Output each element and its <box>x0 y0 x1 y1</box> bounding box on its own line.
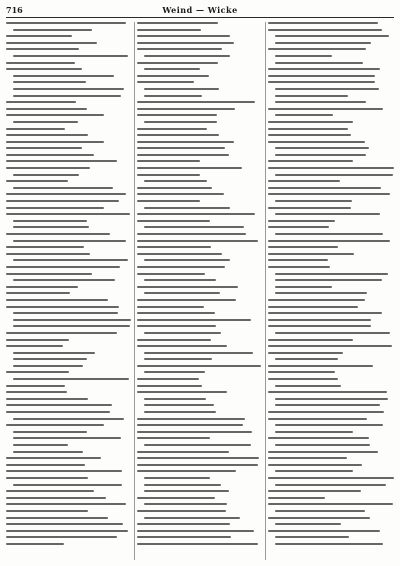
entry-line-placeholder <box>13 431 87 433</box>
entry-line-placeholder <box>137 160 200 162</box>
entry-line-placeholder <box>13 279 115 281</box>
entry-line-placeholder <box>13 29 92 31</box>
entry-line-placeholder <box>13 312 118 314</box>
entry-line-placeholder <box>13 174 79 176</box>
entry-line-placeholder <box>6 457 101 459</box>
entry-line-placeholder <box>6 523 123 525</box>
entry-line-placeholder <box>275 62 363 64</box>
entry-line-placeholder <box>144 226 244 228</box>
entry-line-placeholder <box>268 391 387 393</box>
entry-line-placeholder <box>6 517 108 519</box>
page-number: 716 <box>6 5 23 15</box>
entry-line-placeholder <box>6 391 67 393</box>
entry-line-placeholder <box>144 490 229 492</box>
entry-line-placeholder <box>268 464 362 466</box>
entry-line-placeholder <box>144 371 205 373</box>
entry-line-placeholder <box>144 207 230 209</box>
entry-line-placeholder <box>137 233 246 235</box>
entry-line-placeholder <box>144 332 221 334</box>
entry-line-placeholder <box>137 220 210 222</box>
entry-line-placeholder <box>137 213 255 215</box>
entry-line-placeholder <box>268 365 373 367</box>
entry-line-placeholder <box>6 160 117 162</box>
entry-line-placeholder <box>137 75 209 77</box>
entry-line-placeholder <box>6 154 94 156</box>
entry-line-placeholder <box>268 319 371 321</box>
entry-line-placeholder <box>275 398 388 400</box>
entry-line-placeholder <box>6 246 84 248</box>
entry-line-placeholder <box>275 444 370 446</box>
entry-line-placeholder <box>6 101 76 103</box>
entry-line-placeholder <box>6 306 119 308</box>
entry-line-placeholder <box>6 411 110 413</box>
entry-line-placeholder <box>137 35 230 37</box>
entry-line-placeholder <box>275 404 380 406</box>
entry-line-placeholder <box>13 365 83 367</box>
entry-line-placeholder <box>6 332 117 334</box>
running-head: Weind — Wicke <box>162 5 238 15</box>
entry-line-placeholder <box>268 457 347 459</box>
entry-line-placeholder <box>6 108 87 110</box>
entry-line-placeholder <box>275 431 353 433</box>
entry-line-placeholder <box>6 398 88 400</box>
entry-line-placeholder <box>268 312 382 314</box>
entry-line-placeholder <box>13 437 121 439</box>
entry-line-placeholder <box>275 114 333 116</box>
entry-line-placeholder <box>275 543 383 545</box>
entry-line-placeholder <box>268 68 380 70</box>
entry-line-placeholder <box>144 444 251 446</box>
entry-line-placeholder <box>144 503 227 505</box>
entry-line-placeholder <box>137 62 218 64</box>
entry-line-placeholder <box>6 266 120 268</box>
entry-line-placeholder <box>6 292 70 294</box>
entry-line-placeholder <box>6 490 94 492</box>
entry-line-placeholder <box>13 259 128 261</box>
entry-line-placeholder <box>137 128 207 130</box>
entry-line-placeholder <box>268 226 329 228</box>
entry-line-placeholder <box>137 451 229 453</box>
entry-line-placeholder <box>13 358 87 360</box>
entry-line-placeholder <box>275 174 393 176</box>
entry-line-placeholder <box>268 220 335 222</box>
entry-line-placeholder <box>137 536 231 538</box>
entry-line-placeholder <box>268 207 351 209</box>
entry-line-placeholder <box>137 530 254 532</box>
entry-line-placeholder <box>137 273 205 275</box>
entry-line-placeholder <box>6 167 90 169</box>
entry-line-placeholder <box>137 431 252 433</box>
entry-line-placeholder <box>268 490 361 492</box>
entry-line-placeholder <box>137 200 200 202</box>
entry-line-placeholder <box>144 279 216 281</box>
entry-line-placeholder <box>144 95 202 97</box>
entry-line-placeholder <box>13 352 95 354</box>
entry-line-placeholder <box>137 497 215 499</box>
entry-line-placeholder <box>268 48 366 50</box>
entry-line-placeholder <box>6 233 110 235</box>
entry-line-placeholder <box>137 418 245 420</box>
entry-line-placeholder <box>268 345 392 347</box>
entry-line-placeholder <box>137 510 226 512</box>
entry-line-placeholder <box>268 75 375 77</box>
entry-line-placeholder <box>13 378 129 380</box>
entry-line-placeholder <box>275 147 369 149</box>
entry-line-placeholder <box>137 240 258 242</box>
entry-line-placeholder <box>137 385 202 387</box>
entry-line-placeholder <box>13 226 89 228</box>
entry-line-placeholder <box>268 477 394 479</box>
entry-line-placeholder <box>275 279 382 281</box>
entry-line-placeholder <box>13 484 122 486</box>
entry-line-placeholder <box>275 233 383 235</box>
entry-line-placeholder <box>268 253 354 255</box>
entry-line-placeholder <box>144 121 217 123</box>
entry-line-placeholder <box>275 35 389 37</box>
entry-line-placeholder <box>6 35 72 37</box>
entry-line-placeholder <box>6 213 130 215</box>
entry-line-placeholder <box>275 286 332 288</box>
entry-line-placeholder <box>268 339 353 341</box>
entry-line-placeholder <box>137 345 227 347</box>
entry-line-placeholder <box>137 29 201 31</box>
entry-line-placeholder <box>268 108 383 110</box>
entry-line-placeholder <box>275 292 367 294</box>
entry-line-placeholder <box>144 352 253 354</box>
entry-line-placeholder <box>137 187 212 189</box>
entry-column-middle <box>137 22 263 560</box>
entry-line-placeholder <box>137 457 259 459</box>
entry-line-placeholder <box>268 325 371 327</box>
entry-line-placeholder <box>13 95 121 97</box>
entry-line-placeholder <box>268 497 325 499</box>
entry-line-placeholder <box>144 398 206 400</box>
entry-line-placeholder <box>275 88 379 90</box>
entry-line-placeholder <box>268 517 370 519</box>
entry-line-placeholder <box>6 510 88 512</box>
entry-line-placeholder <box>13 444 68 446</box>
entry-line-placeholder <box>137 174 200 176</box>
entry-line-placeholder <box>268 418 367 420</box>
entry-line-placeholder <box>13 418 124 420</box>
entry-line-placeholder <box>137 48 222 50</box>
entry-line-placeholder <box>137 253 222 255</box>
entry-line-placeholder <box>268 352 343 354</box>
entry-line-placeholder <box>268 411 384 413</box>
entry-line-placeholder <box>6 128 65 130</box>
entry-line-placeholder <box>144 411 216 413</box>
entry-line-placeholder <box>137 339 211 341</box>
entry-line-placeholder <box>13 325 130 327</box>
entry-line-placeholder <box>268 530 380 532</box>
entry-line-placeholder <box>275 42 371 44</box>
entry-line-placeholder <box>137 299 236 301</box>
entry-line-placeholder <box>268 128 348 130</box>
entry-line-placeholder <box>137 523 230 525</box>
entry-line-placeholder <box>13 220 87 222</box>
entry-line-placeholder <box>268 22 378 24</box>
entry-line-placeholder <box>275 55 332 57</box>
entry-columns <box>6 22 394 560</box>
entry-line-placeholder <box>6 286 78 288</box>
entry-line-placeholder <box>137 193 224 195</box>
entry-line-placeholder <box>144 517 240 519</box>
entry-line-placeholder <box>6 68 82 70</box>
entry-line-placeholder <box>275 154 366 156</box>
entry-line-placeholder <box>6 180 68 182</box>
entry-line-placeholder <box>144 180 207 182</box>
entry-line-placeholder <box>6 193 126 195</box>
entry-line-placeholder <box>6 536 117 538</box>
entry-line-placeholder <box>6 200 119 202</box>
entry-line-placeholder <box>268 306 358 308</box>
entry-line-placeholder <box>268 266 330 268</box>
entry-line-placeholder <box>268 503 393 505</box>
entry-line-placeholder <box>137 134 219 136</box>
entry-line-placeholder <box>137 312 215 314</box>
entry-line-placeholder <box>275 536 349 538</box>
entry-line-placeholder <box>13 88 124 90</box>
entry-line-placeholder <box>275 424 383 426</box>
entry-line-placeholder <box>137 141 234 143</box>
entry-line-placeholder <box>268 246 338 248</box>
entry-line-placeholder <box>6 253 90 255</box>
entry-line-placeholder <box>268 259 328 261</box>
entry-line-placeholder <box>268 193 390 195</box>
entry-line-placeholder <box>6 207 104 209</box>
entry-column-right <box>268 22 394 560</box>
entry-line-placeholder <box>275 95 348 97</box>
entry-line-placeholder <box>268 240 390 242</box>
entry-line-placeholder <box>275 273 388 275</box>
entry-line-placeholder <box>268 167 394 169</box>
entry-line-placeholder <box>137 286 238 288</box>
entry-line-placeholder <box>275 332 390 334</box>
entry-line-placeholder <box>6 62 75 64</box>
entry-line-placeholder <box>137 167 242 169</box>
entry-line-placeholder <box>6 464 85 466</box>
entry-line-placeholder <box>268 81 375 83</box>
entry-line-placeholder <box>268 160 353 162</box>
entry-line-placeholder <box>268 121 353 123</box>
entry-line-placeholder <box>6 141 104 143</box>
entry-line-placeholder <box>144 88 219 90</box>
entry-line-placeholder <box>6 477 88 479</box>
page-header <box>6 4 394 16</box>
entry-line-placeholder <box>268 141 365 143</box>
entry-line-placeholder <box>137 365 261 367</box>
entry-line-placeholder <box>6 114 104 116</box>
entry-line-placeholder <box>6 543 64 545</box>
entry-line-placeholder <box>6 48 79 50</box>
entry-line-placeholder <box>137 319 251 321</box>
column-divider <box>265 22 266 560</box>
entry-line-placeholder <box>6 273 92 275</box>
entry-line-placeholder <box>6 385 65 387</box>
entry-line-placeholder <box>137 266 225 268</box>
entry-line-placeholder <box>137 424 243 426</box>
header-rule <box>6 17 394 18</box>
entry-line-placeholder <box>268 134 351 136</box>
entry-line-placeholder <box>13 55 128 57</box>
entry-line-placeholder <box>144 484 221 486</box>
entry-line-placeholder <box>268 371 335 373</box>
entry-line-placeholder <box>137 101 255 103</box>
entry-line-placeholder <box>137 42 234 44</box>
entry-line-placeholder <box>6 503 126 505</box>
entry-line-placeholder <box>137 306 204 308</box>
entry-line-placeholder <box>144 358 212 360</box>
entry-line-placeholder <box>144 55 230 57</box>
entry-line-placeholder <box>137 81 194 83</box>
entry-line-placeholder <box>268 378 338 380</box>
entry-line-placeholder <box>13 75 114 77</box>
entry-line-placeholder <box>137 391 227 393</box>
entry-line-placeholder <box>268 437 369 439</box>
entry-column-left <box>6 22 132 560</box>
entry-line-placeholder <box>137 246 211 248</box>
entry-line-placeholder <box>137 470 236 472</box>
entry-line-placeholder <box>6 299 108 301</box>
entry-line-placeholder <box>275 484 386 486</box>
entry-line-placeholder <box>6 42 97 44</box>
entry-line-placeholder <box>275 523 341 525</box>
entry-line-placeholder <box>6 134 88 136</box>
column-divider <box>134 22 135 560</box>
entry-line-placeholder <box>144 292 220 294</box>
entry-line-placeholder <box>137 22 218 24</box>
entry-line-placeholder <box>13 240 126 242</box>
entry-line-placeholder <box>137 147 225 149</box>
entry-line-placeholder <box>137 114 217 116</box>
entry-line-placeholder <box>144 68 200 70</box>
entry-line-placeholder <box>13 81 86 83</box>
entry-line-placeholder <box>137 325 216 327</box>
entry-line-placeholder <box>6 147 82 149</box>
entry-line-placeholder <box>13 187 113 189</box>
entry-line-placeholder <box>137 464 258 466</box>
entry-line-placeholder <box>144 477 210 479</box>
entry-line-placeholder <box>137 108 235 110</box>
entry-line-placeholder <box>6 345 63 347</box>
entry-line-placeholder <box>6 22 126 24</box>
entry-line-placeholder <box>137 378 199 380</box>
entry-line-placeholder <box>13 121 78 123</box>
entry-line-placeholder <box>275 213 380 215</box>
entry-line-placeholder <box>6 371 69 373</box>
entry-line-placeholder <box>275 510 365 512</box>
entry-line-placeholder <box>13 319 131 321</box>
entry-line-placeholder <box>268 451 378 453</box>
entry-line-placeholder <box>13 451 83 453</box>
entry-line-placeholder <box>144 259 230 261</box>
entry-line-placeholder <box>6 424 104 426</box>
entry-line-placeholder <box>275 358 338 360</box>
entry-line-placeholder <box>268 180 340 182</box>
entry-line-placeholder <box>144 404 214 406</box>
entry-line-placeholder <box>6 497 106 499</box>
entry-line-placeholder <box>268 187 381 189</box>
entry-line-placeholder <box>137 437 210 439</box>
entry-line-placeholder <box>275 385 341 387</box>
entry-line-placeholder <box>6 530 128 532</box>
entry-line-placeholder <box>6 470 122 472</box>
entry-line-placeholder <box>6 339 69 341</box>
entry-line-placeholder <box>275 200 352 202</box>
entry-line-placeholder <box>137 543 258 545</box>
entry-line-placeholder <box>268 299 365 301</box>
entry-line-placeholder <box>268 29 382 31</box>
entry-line-placeholder <box>6 404 112 406</box>
entry-line-placeholder <box>275 101 366 103</box>
entry-line-placeholder <box>137 154 229 156</box>
entry-line-placeholder <box>275 470 353 472</box>
